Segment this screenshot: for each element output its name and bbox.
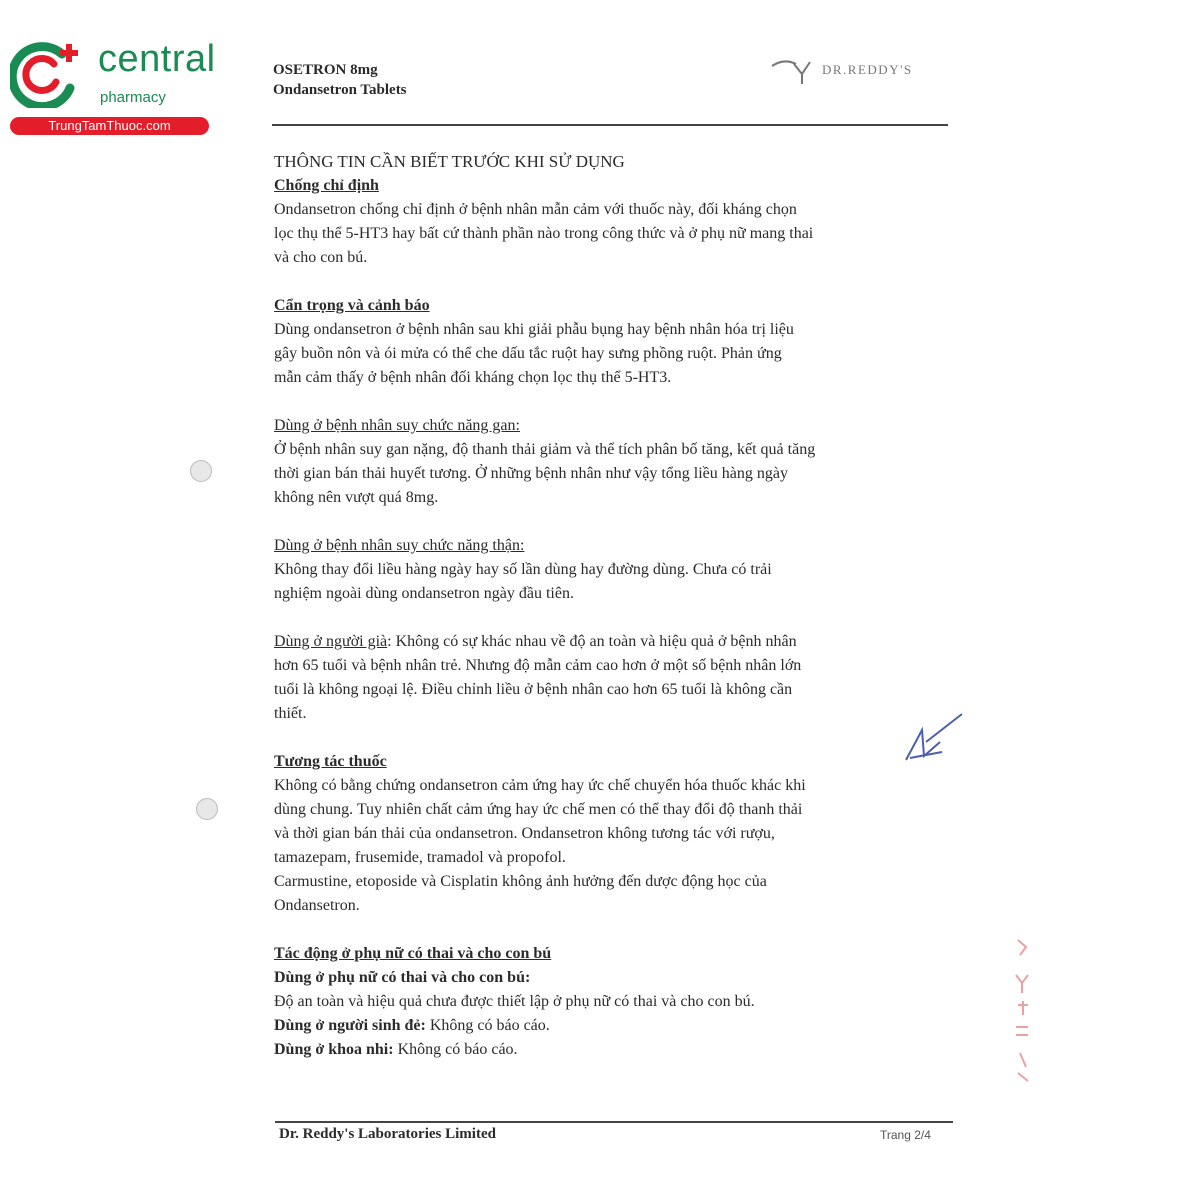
footer-company: Dr. Reddy's Laboratories Limited [279, 1126, 496, 1142]
paragraph-elderly [274, 630, 949, 726]
paragraph-renal [274, 558, 949, 606]
stamp-mark [1010, 935, 1040, 1085]
text-line: Ondansetron. [274, 897, 360, 914]
text-line: Ondansetron chống chỉ định ở bệnh nhân mẫn cảm với thuốc này, đối kháng chọn [274, 201, 797, 218]
text-line: dùng chung. Tuy nhiên chất cảm ứng hay ức chế men có thể thay đổi độ thanh thải [274, 801, 803, 818]
fertility-label: Dùng ở người sinh đẻ: [274, 1017, 426, 1034]
paragraph-hepatic [274, 438, 949, 510]
text-line: thiết. [274, 705, 307, 722]
text-line: thời gian bán thải huyết tương. Ở những bệnh nhân như vậy tổng liều hàng ngày [274, 465, 788, 482]
text-line: Không có bằng chứng ondansetron cảm ứng hay ức chế chuyển hóa thuốc khác khi [274, 777, 806, 794]
elderly-label: Dùng ở người già [274, 633, 388, 650]
text-line [274, 630, 949, 654]
pediatric-line [274, 1038, 949, 1062]
fertility-line [274, 1014, 949, 1038]
text-line: và cho con bú. [274, 249, 368, 266]
central-pharmacy-logo [10, 38, 215, 138]
central-logo-icon [10, 38, 90, 108]
text-line: nghiệm ngoài dùng ondansetron ngày đầu tiên. [274, 585, 574, 602]
text-line: tamazepam, frusemide, tramadol và propofol. [274, 849, 566, 866]
section-heading-warnings: Cẩn trọng và cảnh báo [274, 297, 430, 314]
pediatric-label: Dùng ở khoa nhi: [274, 1041, 394, 1058]
text-line: mẫn cảm thấy ở bệnh nhân đối kháng chọn lọc thụ thể 5-HT3. [274, 369, 672, 386]
fertility-text: Không có báo cáo. [425, 1017, 550, 1034]
paragraph-warnings [274, 318, 949, 390]
paragraph-interactions [274, 774, 949, 918]
text-line: hơn 65 tuổi và bệnh nhân trẻ. Nhưng độ mẫn cảm cao hơn ở một số bệnh nhân lớn [274, 657, 802, 674]
logo-url: TrungTamThuoc.com [10, 117, 209, 135]
text-line: Carmustine, etoposide và Cisplatin không ảnh hưởng đến dược động học của [274, 873, 767, 890]
elderly-first-line: : Không có sự khác nhau về độ an toàn và hiệu quả ở bệnh nhân [387, 633, 797, 650]
pediatric-text: Không có báo cáo. [393, 1041, 518, 1058]
text-line: gây buồn nôn và ói mửa có thể che dấu tắc ruột hay sưng phồng ruột. Phản ứng [274, 345, 782, 362]
text-line: và thời gian bán thải của ondansetron. Ondansetron không tương tác với rượu, [274, 825, 775, 842]
text-line: tuổi là không ngoại lệ. Điều chỉnh liều ở bệnh nhân cao hơn 65 tuổi là không cần [274, 681, 793, 698]
text-line: Ở bệnh nhân suy gan nặng, độ thanh thải giảm và thể tích phân bố tăng, kết quả tăng [274, 441, 816, 458]
signature-mark [900, 712, 970, 767]
header-divider [272, 124, 948, 126]
section-heading-hepatic: Dùng ở bệnh nhân suy chức năng gan: [274, 417, 520, 434]
punch-hole [196, 798, 218, 820]
footer-page-number: Trang 2/4 [880, 1128, 931, 1142]
text-line: không nên vượt quá 8mg. [274, 489, 439, 506]
section-heading-renal: Dùng ở bệnh nhân suy chức năng thận: [274, 537, 525, 554]
generic-name: Ondansetron Tablets [273, 82, 407, 98]
text-line: Không thay đổi liều hàng ngày hay số lần dùng hay đường dùng. Chưa có trải [274, 561, 772, 578]
pregnancy-sub-label: Dùng ở phụ nữ có thai và cho con bú: [274, 969, 531, 986]
pregnancy-sub-text: Độ an toàn và hiệu quả chưa được thiết lập ở phụ nữ có thai và cho con bú. [274, 993, 755, 1010]
section-heading-pregnancy: Tác động ở phụ nữ có thai và cho con bú [274, 945, 552, 962]
footer-divider [275, 1121, 953, 1123]
paragraph-contraindication [274, 198, 949, 270]
logo-tagline: pharmacy [100, 89, 166, 106]
logo-name: central [98, 38, 216, 80]
brand-name: DR.REDDY'S [822, 62, 913, 77]
text-line: Dùng ondansetron ở bệnh nhân sau khi giải phẫu bụng hay bệnh nhân hóa trị liệu [274, 321, 794, 338]
dr-reddys-brand [770, 56, 940, 86]
document-header [273, 60, 407, 100]
section-heading-contraindication: Chống chỉ định [274, 177, 379, 194]
text-line: lọc thụ thể 5-HT3 hay bất cứ thành phần nào trong công thức và ở phụ nữ mang thai [274, 225, 814, 242]
punch-hole [190, 460, 212, 482]
dr-reddys-logo-icon [770, 56, 818, 86]
page-title: THÔNG TIN CẦN BIẾT TRƯỚC KHI SỬ DỤNG [274, 152, 625, 171]
document-body [274, 150, 949, 1062]
section-heading-interactions: Tương tác thuốc [274, 753, 387, 770]
product-name: OSETRON 8mg [273, 62, 378, 78]
